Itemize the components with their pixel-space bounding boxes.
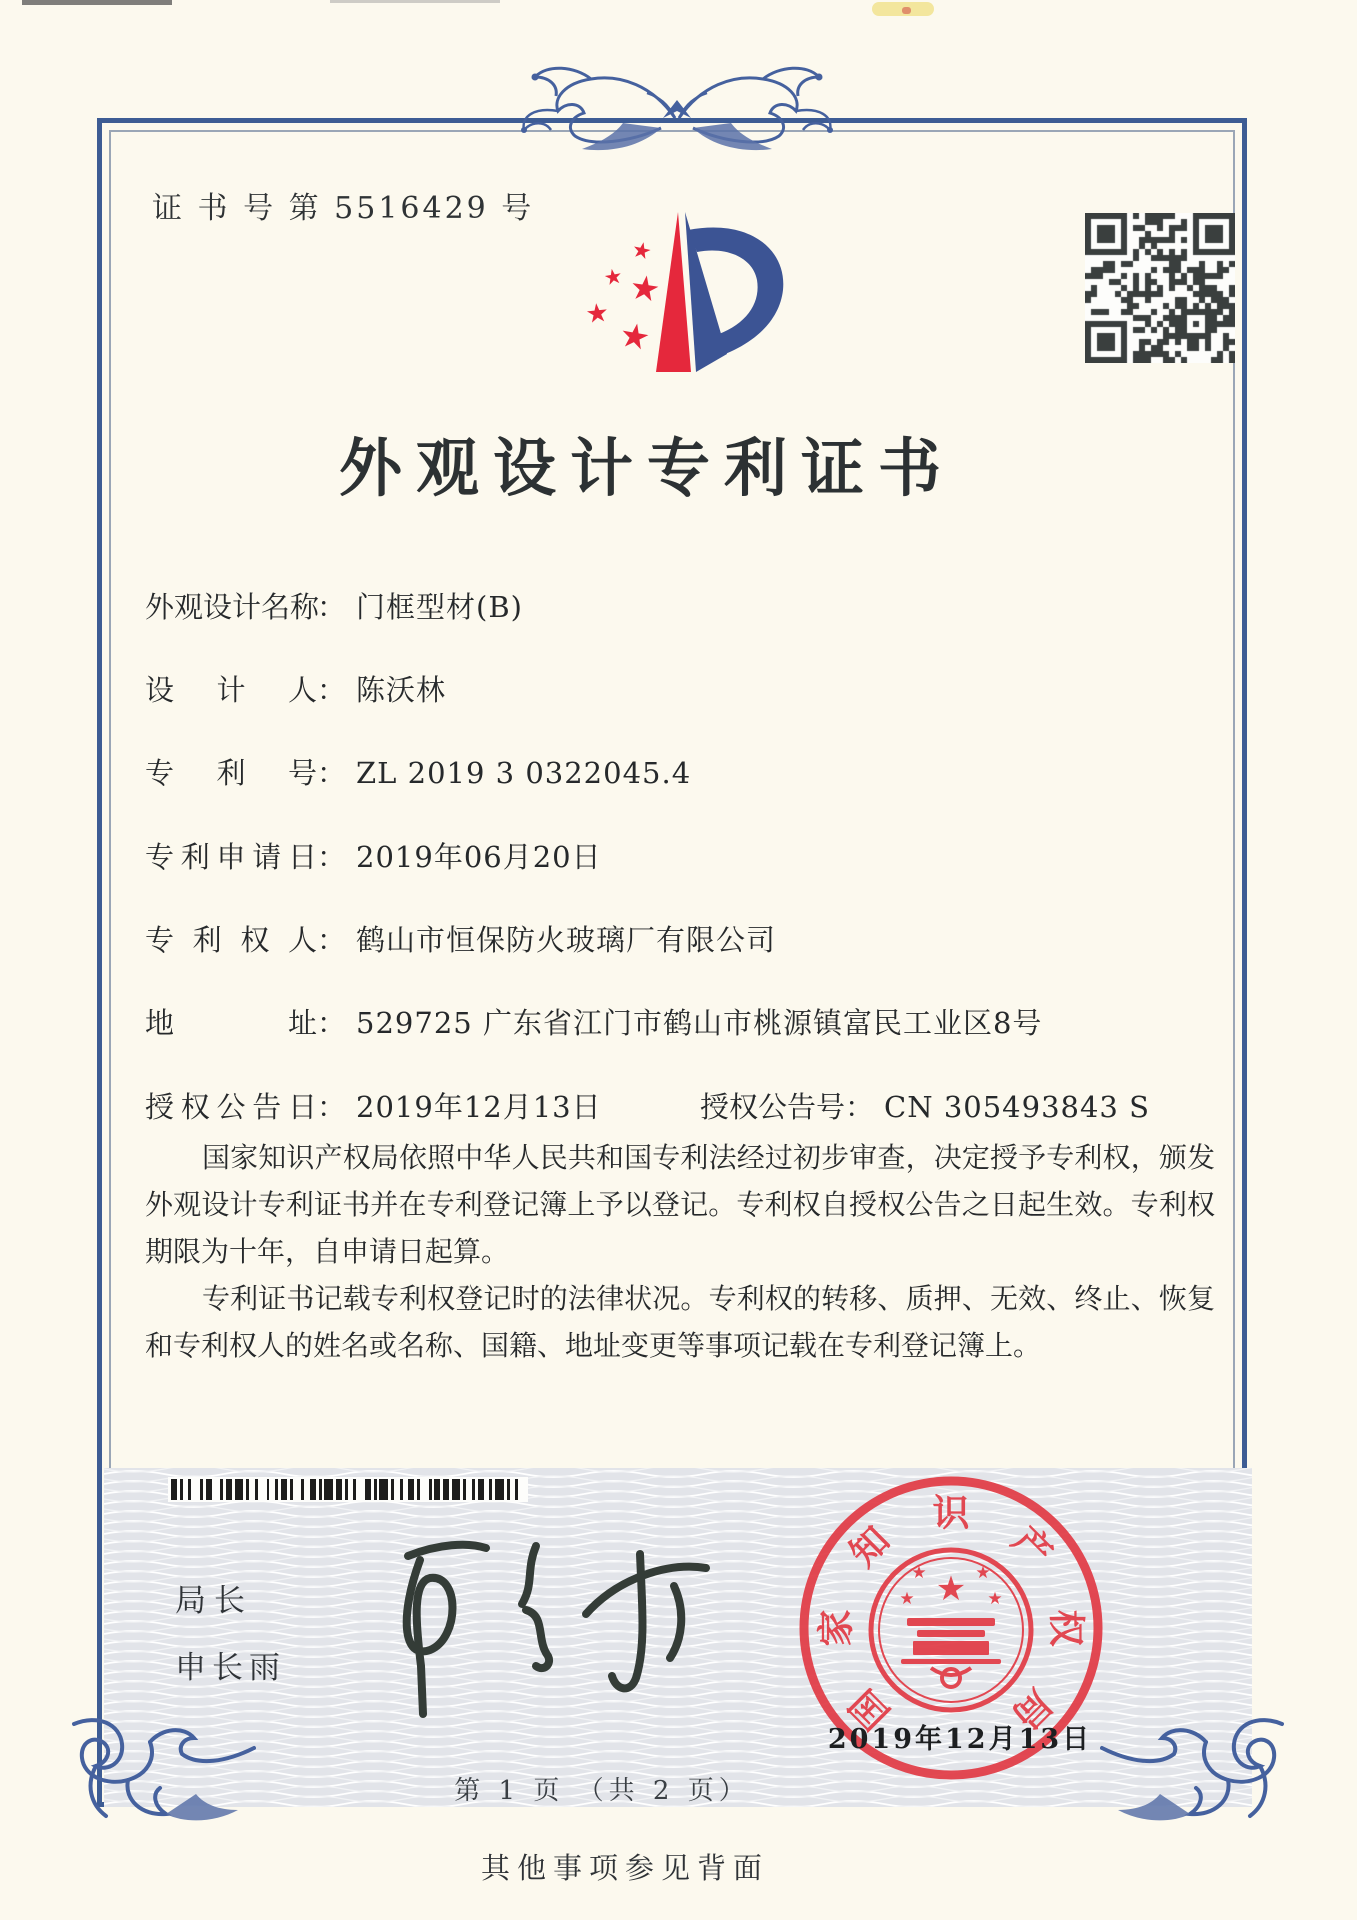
field-label: 授权公告日 — [145, 1090, 317, 1124]
legal-text-block — [145, 1134, 1215, 1369]
qr-code — [1085, 213, 1235, 363]
scan-artifact — [22, 0, 172, 5]
legal-paragraph: 专利证书记载专利权登记时的法律状况。专利权的转移、质押、无效、终止、恢复和专利权人的姓名或名称、国籍、地址变更等事项记载在专利登记簿上。 — [145, 1282, 1215, 1362]
field-row-grant — [145, 1085, 1150, 1126]
seal-character: 局 — [1004, 1681, 1062, 1739]
field-row-filing-date — [145, 835, 602, 876]
seal-date: 2019年12月13日 — [827, 1724, 1093, 1755]
field-colon: ： — [317, 1090, 347, 1124]
field-value: 2019年12月13日 — [356, 1090, 602, 1124]
field-colon: ： — [317, 673, 347, 707]
national-emblem — [871, 1550, 1031, 1710]
commissioner-name: 申长雨 — [175, 1650, 286, 1686]
field-value: 门框型材(B) — [356, 590, 523, 624]
field-value: ZL 2019 3 0322045.4 — [356, 756, 692, 790]
seal-character: 产 — [1004, 1517, 1062, 1575]
field-label: 专利权人 — [145, 923, 317, 957]
scan-artifact — [902, 7, 911, 14]
page-number: 第 1 页 （共 2 页） — [454, 1776, 750, 1806]
field-colon: ： — [317, 756, 347, 790]
back-side-note: 其他事项参见背面 — [480, 1851, 769, 1885]
grant-number-group — [700, 1085, 1150, 1126]
legal-paragraph: 国家知识产权局依照中华人民共和国专利法经过初步审查，决定授予专利权，颁发外观设计专利证书并在专利登记簿上予以登记。专利权自授权公告之日起生效。专利权期限为十年，自申请日起算。 — [145, 1141, 1215, 1268]
bottom-right-flourish — [1100, 1712, 1300, 1847]
field-colon: ： — [845, 1090, 875, 1124]
barcode — [168, 1477, 528, 1502]
field-value: 2019年06月20日 — [356, 840, 602, 874]
field-row-address — [145, 1001, 1042, 1042]
field-row-designer — [145, 668, 446, 709]
cnipa-logo — [555, 188, 825, 393]
scan-artifact — [330, 0, 500, 3]
top-scroll-ornament — [327, 58, 1027, 158]
logo-star-icon: ★ — [626, 267, 663, 311]
field-colon: ： — [317, 1006, 347, 1040]
seal-character: 权 — [1044, 1609, 1089, 1647]
svg-text:★: ★ — [911, 1563, 927, 1583]
logo-star-icon: ★ — [584, 297, 611, 331]
handwritten-signature — [368, 1518, 728, 1733]
seal-character: 识 — [932, 1490, 970, 1535]
certificate-title: 外观设计专利证书 — [339, 431, 955, 505]
field-colon: ： — [317, 923, 347, 957]
logo-star-icon: ★ — [601, 263, 625, 291]
certificate-number: 证 书 号 第 5516429 号 — [152, 191, 535, 226]
field-value: 529725 广东省江门市鹤山市桃源镇富民工业区8号 — [356, 1006, 1043, 1040]
field-label: 设计人 — [145, 673, 317, 707]
field-label: 授权公告号 — [700, 1090, 846, 1124]
field-colon: ： — [317, 840, 347, 874]
seal-character: 知 — [840, 1517, 898, 1575]
field-colon: ： — [317, 590, 347, 624]
commissioner-label: 局长 — [175, 1583, 253, 1619]
field-label: 地址 — [145, 1006, 317, 1040]
seal-character: 国 — [840, 1681, 898, 1739]
seal-character: 家 — [813, 1609, 858, 1647]
field-value: 陈沃林 — [356, 673, 447, 707]
field-row-patent-number — [145, 751, 691, 792]
svg-text:★: ★ — [987, 1589, 1003, 1609]
field-row-patentee — [145, 918, 776, 959]
svg-text:★: ★ — [975, 1563, 991, 1583]
logo-star-icon: ★ — [629, 237, 654, 266]
field-value: CN 305493843 S — [884, 1090, 1150, 1124]
field-row-design-name — [145, 585, 523, 626]
svg-text:★: ★ — [899, 1589, 915, 1609]
field-label: 外观设计名称 — [145, 590, 320, 624]
svg-text:★: ★ — [935, 1569, 967, 1609]
field-value: 鹤山市恒保防火玻璃厂有限公司 — [356, 923, 777, 957]
logo-star-icon: ★ — [616, 314, 654, 360]
field-label: 专利号 — [145, 756, 317, 790]
field-label: 专利申请日 — [145, 840, 317, 874]
